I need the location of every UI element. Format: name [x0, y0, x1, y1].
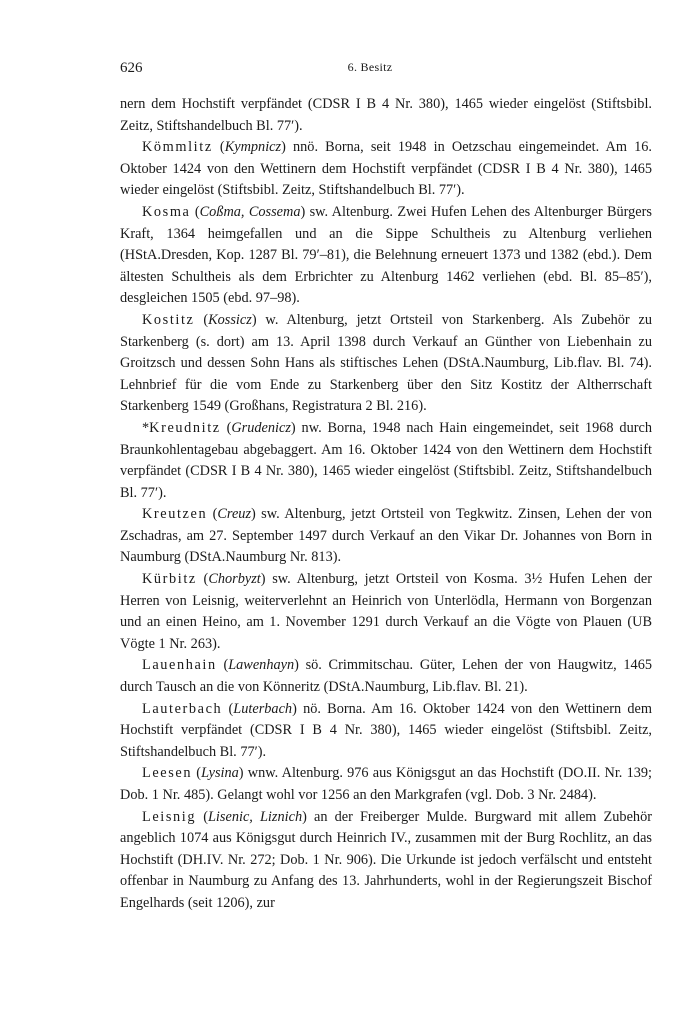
historical-name: Coßma, Cossema [199, 203, 301, 220]
text-segment: ( [222, 700, 234, 717]
text-segment: ) an der Freiberger Mulde. Burgward mit allem Zubehör angeblich 1074 aus Königsgut durch Heinrich IV., zusammen mit der Burg Rochlitz, an das Hochstift (DH.IV. Nr. 272; Dob. 1 Nr. 906). Die Urkunde ist jedoch verfälscht und entsteht offenbar in Naumburg zu Anfang des 13. Jahrhunderts, wohl in der Regierungszeit Bischof Engelhards (seit 1206), zur [120, 808, 652, 911]
paragraph [120, 504, 652, 569]
text-segment: ) w. Altenburg, jetzt Ortsteil von Starkenberg. Als Zubehör zu Starkenberg (s. dort) am 13. April 1398 durch Verkauf an Günther von Liebenhain zu Groitzsch und dessen Sohn Hans als stiftisches Lehen (DStA.Naumburg, Lib.flav. Bl. 74). Lehnbrief für die vom Ende zu Starkenberg über den Sitz Kostitz der Altherrschaft Starkenberg 1549 (Großhans, Registratura 2 Bl. 216). [120, 311, 652, 415]
text-segment: ) sw. Altenburg, jetzt Ortsteil von Kosma. 3½ Hufen Lehen der Herren von Leisnig, weiterverlehnt an Heinrich von Unterlödla, Hermann von Borgenzan und an einen Heino, am 1. November 1291 durch Verkauf an die Vögte von Plauen (UB Vögte 1 Nr. 263). [120, 571, 652, 652]
text-segment: ) wnw. Altenburg. 976 aus Königsgut an das Hochstift (DO.II. Nr. 139; Dob. 1 Nr. 485). Gelangt wohl vor 1256 an den Markgrafen (vgl. Dob. 3 Nr. 2484). [120, 765, 652, 803]
text-segment: ( [212, 139, 225, 156]
historical-name: Luterbach [233, 700, 293, 717]
entry-heading: Kürbitz [142, 571, 197, 588]
text-segment: ) nnö. Borna, seit 1948 in Oetzschau eingemeindet. Am 16. Oktober 1424 von den Wettinern dem Hochstift verpfändet (CDSR I B 4 Nr. 380), 1465 wieder eingelöst (Stiftsbibl. Zeitz, Stiftshandelbuch Bl. 77′). [120, 139, 652, 199]
paragraph [120, 137, 652, 202]
historical-name: Lysina [201, 765, 239, 782]
running-title: 6. Besitz [347, 60, 393, 74]
historical-name: Kossicz [208, 311, 252, 328]
text-segment: ( [220, 419, 232, 436]
paragraph [120, 699, 652, 764]
entry-heading: Kosma [142, 203, 191, 220]
entry-heading: Leesen [142, 765, 193, 782]
paragraph [120, 569, 652, 655]
historical-name: Creuz [217, 506, 252, 523]
text-segment: ) sö. Crimmitschau. Güter, Lehen der von Haugwitz, 1465 durch Tausch an die von Könneritz (DStA.Naumburg, Lib.flav. Bl. 21). [120, 657, 652, 696]
text-segment: ( [190, 203, 200, 220]
text-segment: ( [196, 571, 209, 588]
text-segment: ( [194, 311, 209, 328]
paragraph [120, 310, 652, 418]
paragraph [120, 418, 652, 504]
entry-heading: Kreutzen [142, 506, 208, 523]
paragraph [120, 202, 652, 310]
running-head [120, 60, 620, 80]
historical-name: Grudenicz [231, 419, 291, 436]
historical-name: Chorbyzt [208, 571, 261, 588]
entry-heading: Kreudnitz [149, 419, 221, 436]
text-segment: ) nö. Borna. Am 16. Oktober 1424 von den Wettinern dem Hochstift verpfändet (CDSR I B 4 Nr. 380), 1465 wieder eingelöst (Stiftsbibl. Zeitz, Stiftshandelbuch Bl. 77′). [120, 700, 652, 760]
entry-heading: Lauenhain [142, 657, 217, 674]
entry-heading: Lauterbach [142, 700, 223, 717]
entry-heading: Leisnig [142, 808, 197, 825]
historical-name: Kympnicz [224, 139, 282, 156]
paragraph [120, 763, 652, 806]
text-segment: ) sw. Altenburg, jetzt Ortsteil von Tegkwitz. Zinsen, Lehen der von Zschadras, am 27. September 1497 durch Verkauf an den Vikar Dr. Johannes von Born in Naumburg (DStA.Naumburg Nr. 813). [120, 506, 652, 566]
page-number: 626 [120, 60, 143, 76]
text-segment: ( [196, 808, 208, 825]
historical-name: Lisenic, Liznich [207, 808, 303, 825]
entry-heading: Kömmlitz [142, 139, 213, 156]
text-segment: ( [207, 506, 218, 523]
text-segment: ) sw. Altenburg. Zwei Hufen Lehen des Altenburger Bürgers Kraft, 1364 heimgefallen und an die Sippe Schultheis zu Altenburg verliehen (HStA.Dresden, Kop. 1287 Bl. 79′–81), die Belehnung erneuert 1373 und 1382 (ebd.). Dem ältesten Schultheis als dem Erbrichter zu Altenburg 1462 verliehen (ebd. Bl. 85–85′), desgleichen 1505 (ebd. 97–98). [120, 203, 652, 307]
paragraph [120, 94, 652, 137]
text-segment: * [142, 419, 150, 436]
paragraph [120, 807, 652, 915]
body-text [120, 94, 652, 915]
text-segment: ( [216, 657, 229, 674]
text-segment: ) nw. Borna, 1948 nach Hain eingemeindet, seit 1968 durch Braunkohlentagebau abgebaggert. Am 16. Oktober 1424 von den Wettinern dem Hochstift verpfändet (CDSR I B 4 Nr. 380), 1465 wieder eingelöst (Stiftsbibl. Zeitz, Stiftshandelbuch Bl. 77′). [120, 419, 652, 501]
entry-heading: Kostitz [142, 311, 195, 328]
historical-name: Lawenhayn [228, 657, 295, 674]
text-segment: ( [192, 765, 202, 782]
text-segment: nern dem Hochstift verpfändet (CDSR I B 4 Nr. 380), 1465 wieder eingelöst (Stiftsbibl. Zeitz, Stiftshandelbuch Bl. 77′). [120, 96, 652, 134]
paragraph [120, 655, 652, 698]
